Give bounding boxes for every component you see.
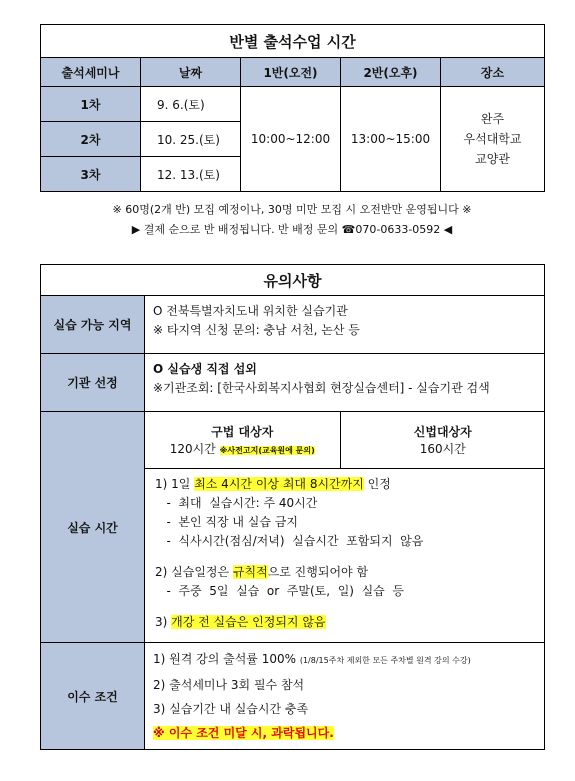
old-law-note: ※사전고지(교육원에 문의) [219,446,315,455]
old-law-value-wrap [145,440,340,463]
completion-4-text: ※ 이수 조건 미달 시, 과락됩니다. [153,726,334,740]
hours-rule-2 [155,563,535,582]
region-label: 실습 가능 지역 [41,296,145,354]
afternoon-time: 13:00~15:00 [341,87,441,192]
header-afternoon: 2반(오후) [341,58,441,87]
rule-2-post: 으로 진행되어야 함 [267,565,369,579]
selection-line-2: ※기관조회: [한국사회복지사협회 현장실습센터] - 실습기관 검색 [153,381,490,395]
place-line-1: 완주 [480,112,505,126]
header-date: 날짜 [141,58,241,87]
place-line-2: 우석대학교 [463,132,522,146]
place-line-3: 교양관 [475,152,510,166]
schedule-title: 반별 출석수업 시간 [41,25,545,58]
hours-bullet-3: - 식사시간(점심/저녁) 실습시간 포함되지 않음 [155,534,424,548]
row-date-3: 12. 13.(토) [141,157,241,192]
rule-1-post: 인정 [363,477,391,491]
hours-bullet-4: - 주중 5일 실습 or 주말(토, 일) 실습 등 [155,584,404,598]
completion-2: 2) 출석세미나 3회 필수 참석 [153,678,305,692]
header-place: 장소 [441,58,545,87]
rule-1-highlight: 최소 4시간 이상 최대 8시간까지 [194,477,364,491]
hours-target-table [145,412,545,642]
selection-label: 기관 선정 [41,354,145,412]
completion-3: 3) 실습기간 내 실습시간 충족 [153,702,309,716]
morning-time: 10:00~12:00 [241,87,341,192]
hours-bullet-2: - 본인 직장 내 실습 금지 [155,515,298,529]
row-date-2: 10. 25.(토) [141,122,241,157]
cautions-title: 유의사항 [41,265,545,296]
old-law-head: 구법 대상자 [211,425,274,439]
completion-1-small: (1/8/15주차 제외한 모든 주차별 원격 강의 수강) [299,656,471,665]
hours-label: 실습 시간 [41,412,145,643]
header-morning: 1반(오전) [241,58,341,87]
old-law-value: 120시간 [169,442,216,456]
notes [40,200,544,240]
region-line-2: ※ 타지역 신청 문의: 충남 서천, 논산 등 [153,323,360,337]
selection-content [145,354,545,412]
completion-4 [153,721,536,745]
hours-rules [145,469,545,643]
rule-1-pre: 1) 1일 [155,477,195,491]
region-line-1: O 전북특별자치도내 위치한 실습기관 [153,304,348,318]
completion-content [145,643,545,750]
completion-1-text: 1) 원격 강의 출석률 100% [153,652,300,666]
new-law-head: 신법대상자 [413,425,472,439]
rule-3-pre: 3) [155,615,172,629]
completion-1 [153,647,536,673]
row-label-2: 2차 [41,122,141,157]
cautions-table [40,264,545,750]
header-seminar: 출석세미나 [41,58,141,87]
selection-line-1: O 실습생 직접 섭외 [153,362,257,376]
row-label-3: 3차 [41,157,141,192]
hours-rule-1 [155,475,535,494]
hours-rule-3 [155,613,535,632]
note-line-2: ▶ 결제 순으로 반 배정됩니다. 반 배정 문의 ☎070-0633-0592 ◀ [131,223,453,236]
hours-bullet-1: - 최대 실습시간: 주 40시간 [155,496,318,510]
region-content [145,296,545,354]
note-line-1: ※ 60명(2개 반) 모집 예정이나, 30명 미만 모집 시 오전반만 운영됩니다 ※ [112,203,472,216]
rule-2-pre: 2) 실습일정은 [155,565,233,579]
rule-3-highlight: 개강 전 실습은 인정되지 않음 [171,615,326,629]
new-law-cell [340,412,545,469]
old-law-cell [145,412,340,469]
row-label-1: 1차 [41,87,141,122]
place-cell [441,87,545,192]
completion-label: 이수 조건 [41,643,145,750]
new-law-value: 160시간 [419,442,466,456]
hours-content [145,412,545,643]
row-date-1: 9. 6.(토) [141,87,241,122]
schedule-table [40,24,545,192]
rule-2-highlight: 규칙적 [232,565,268,579]
